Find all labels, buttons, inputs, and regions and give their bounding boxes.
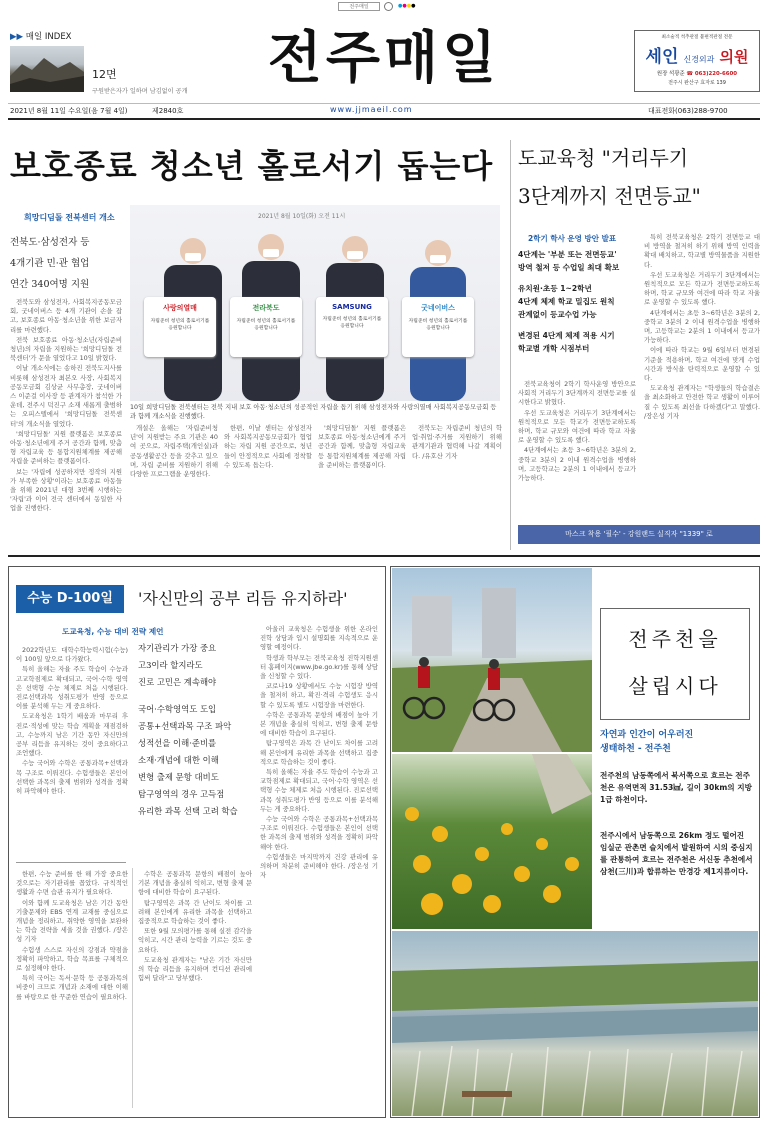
edu-paragraph: 특히 올해는 자율 주도 학습이 수능과 고교학점제로 확대되고, 국어·수학 영역은 선택형 수능 체제로 처음 시행된다. 진로선택과목 성취도평가 반영 등으로 이를 분석해 두는 게 중요하다. <box>16 665 128 711</box>
side-subhead: 유치원·초등 1~2학년 <box>518 284 592 293</box>
sign-text: 자립준비 청년의 홀로서기를 응원합니다 <box>150 319 210 331</box>
edu-paragraph: 수학은 공통과목 문항의 배점이 높아 기본 개념을 충실히 익히고, 변형 출제 문항에 대비한 학습이 요구된다. <box>260 710 378 738</box>
side-paragraph: 우선 도교육청은 거리두기 3단계에서는 원칙적으로 모든 학교가 전면등교하도록 하며, 학교 규모와 여건에 따라 학교 자율로 운영할 수 있도록 했다. <box>518 408 636 445</box>
edu-paragraph: 2022학년도 대학수학능력시험(수능)이 100일 앞으로 다가왔다. <box>16 646 128 664</box>
sign-board <box>402 297 474 357</box>
edu-subhead: 자기관리가 가장 중요 <box>138 643 217 653</box>
top-strip-label: 전주매일 <box>338 2 380 11</box>
lead-kicker: 희망디딤돌 전북센터 개소 <box>24 213 115 222</box>
river-photo[interactable] <box>392 931 758 1116</box>
edu-subhead: 공통+선택과목 구조 파악 <box>138 721 232 731</box>
issue-number: 제2840호 <box>152 107 184 115</box>
edu-paragraph: 코로나19 상황에서도 수능 시험장 방역을 철저히 하고, 확진·격리 수험생도 응시할 수 있도록 별도 시험장을 마련한다. <box>260 682 378 709</box>
ad-brand-sub: 신경외과 <box>683 55 715 64</box>
lead-body-col1 <box>10 298 122 548</box>
hospital-ad[interactable] <box>634 30 760 92</box>
issue-date: 2021년 8월 11일 수요일(음 7월 4일) <box>10 107 128 115</box>
side-paragraph: 4단계에서는 초등 3~6학년은 3분의 2, 중학교 3분의 2 이내 원격수업을 병행하며, 고등학교는 2분의 1 이내에서 등교가 가능하다. <box>518 446 636 483</box>
lead-photo[interactable] <box>130 205 500 401</box>
side-paragraph: 우선 도교육청은 거리두기 3단계에서는 원칙적으로 모든 학교가 전면등교하도록 하며, 학교 규모와 여건에 따라 학교 자율로 운영할 수 있도록 했다. <box>644 270 760 307</box>
edu-subhead: 소재·개념에 대한 이해 <box>138 755 219 765</box>
top-strip <box>0 0 768 14</box>
lead-headline[interactable]: 보호종료 청소년 홀로서기 돕는다 <box>10 147 494 185</box>
side-body-col1 <box>518 380 636 522</box>
lead-paragraph: 전북 보호종료 아동·청소년(자립준비 청년)의 자립을 지원하는 '희망디딤돌 전북센터'가 문을 열었다고 10일 밝혔다. <box>10 335 122 363</box>
side-subheads <box>518 248 638 355</box>
lead-subhead: 연간 340여명 지원 <box>10 279 90 290</box>
edu-paragraph: 수능 국어와 수학은 공통과목+선택과목 구조로 이뤄진다. 수험생들은 본인이 선택한 과목의 출제 범위와 성격을 정확히 파악해야 한다. <box>16 759 128 796</box>
sign-text: 자립준비 청년의 홀로서기를 응원합니다 <box>322 317 382 329</box>
registration-mark-icon <box>384 2 393 11</box>
sign-board <box>316 297 388 357</box>
cosmos-flowers-image <box>392 754 592 929</box>
main-phone: 대표전화(063)288-9700 <box>648 107 728 115</box>
edu-paragraph: 수험생들은 마지막까지 건강 관리에 유의하며 차분히 준비해야 한다. /장은성 기자 <box>260 852 378 880</box>
side-paragraph: 4단계에서는 초등 3~6학년은 3분의 2, 중학교 3분의 2 이내 원격수업을 병행하며, 고등학교는 2분의 1 이내에서 등교가 가능하다. <box>644 308 760 345</box>
side-paragraph: 전북교육청이 2학기 학사운영 방안으로 사회적 거리두기 3단계까지 전면등교를 실시한다고 밝혔다. <box>518 380 636 407</box>
edu-headline[interactable]: '자신만의 공부 리듬 유지하라' <box>138 589 348 608</box>
edu-paragraph: 이와 함께 도교육청은 남은 기간 동안 기출문제와 EBS 연계 교재를 중심으로 개념을 정리하고, 취약한 영역을 보완하는 학습 전략을 세울 것을 권했다. /장은성 기자 <box>16 898 128 944</box>
edu-subhead: 고3이라 할지라도 <box>138 660 203 670</box>
ad-doctor-row <box>635 69 759 77</box>
edu-body-col1b <box>16 870 128 1108</box>
ad-brand-sub2: 의원 <box>719 48 749 66</box>
edu-paragraph: 학생과 학부모는 전북교육청 진학지원센터 홈페이지(www.jbe.go.kr)를 통해 상담을 신청할 수 있다. <box>260 653 378 681</box>
campaign-kicker <box>600 728 758 756</box>
edu-paragraph: 수학은 공통과목 문항의 배점이 높아 기본 개념을 충실히 익히고, 변형 출제 문항에 대비한 학습이 요구된다. <box>138 870 252 897</box>
lead-paragraph: 보는 '자립에 성공하지만 정작의 지원가 부족한 상황'이라는 보호종료 아동들을 위해 2021년 대형 3번째 시행하는 '자립'과 이어 전국 센터에서 동일한 사업을 진행한다. <box>10 467 122 513</box>
edu-body-col1 <box>16 646 128 858</box>
side-subhead: 변경된 4단계 체제 적용 시기 <box>518 331 615 340</box>
campaign-para1: 전주천의 남동쪽에서 북서쪽으로 흐르는 전주천은 유역면적 31.53㎢, 길이 30km의 지방 1급 하천이다. <box>600 771 752 804</box>
side-paragraph: 이에 따라 학교는 9월 6일부터 변경된 기준을 적용하며, 학교 여건에 맞게 수업 시간과 방식을 탄력적으로 운영할 수 있다. <box>644 346 760 383</box>
edu-divider <box>132 868 133 1108</box>
edu-paragraph: 도교육청은 1학기 배움과 마무리 후 진로·적성에 맞는 학습 계획을 재점검하고, 수능까지 남은 기간 동안 자신만의 공부 리듬을 유지하는 것이 중요하다고 조언했다. <box>16 712 128 758</box>
edu-subhead: 변형 출제 문항 대비도 <box>138 772 219 782</box>
riverside-image <box>392 931 758 1116</box>
sign-board <box>230 297 302 357</box>
side-subhead: 4단계는 '부분 또는 전면등교' <box>518 250 617 259</box>
flower-photo[interactable] <box>392 754 592 929</box>
color-bar-icon: ●●●● <box>398 3 416 9</box>
campaign-kicker-line1: 자연과 인간이 어우러진 <box>600 730 694 740</box>
ad-brand: 세인 <box>645 47 679 67</box>
slogan: 구원받은자가 일하며 남김없이 공개 <box>92 88 188 95</box>
lead-subhead: 전북도·삼성전자 등 <box>10 237 90 248</box>
sign-text: 자립준비 청년의 홀로서기를 응원합니다 <box>408 319 468 331</box>
edu-paragraph: 한편, 수능 준비를 한 해 가장 중요한 것으로는 자기관리를 꼽았다. 규칙적인 생활과 수면 습관 유지가 필요하다. <box>16 870 128 897</box>
sign-title: 전라북도 <box>252 304 280 312</box>
edu-subhead: 진로 고민은 계속해야 <box>138 677 217 687</box>
edu-kicker: 도교육청, 수능 대비 전략 제언 <box>62 627 164 636</box>
lead-subhead: 4개기관 민·관 협업 <box>10 258 90 269</box>
edu-paragraph: 아울러 교육청은 수험생을 위한 온라인 진학 상담과 입시 설명회를 지속적으로 운영할 예정이다. <box>260 625 378 652</box>
ad-doctor: 원장 석광준 <box>656 71 685 77</box>
triangle-icon: ▶▶ <box>10 32 24 42</box>
side-subhead: 관계없이 등교수업 가능 <box>518 310 597 319</box>
lead-subheads <box>10 232 122 295</box>
sign-title: SAMSUNG <box>332 303 372 311</box>
edu-paragraph: 또한 9월 모의평가를 통해 실전 감각을 익히고, 시간 관리 능력을 기르는 것도 중요하다. <box>138 927 252 954</box>
cyclists-image <box>392 568 592 752</box>
edu-subhead: 유리한 과목 선택 고려 학습 <box>138 806 238 816</box>
side-banner[interactable]: 마스크 착용 '필수' - 강원랜드 실직자 "1339" 로 <box>518 525 760 544</box>
photo-banner-text: 2021년 8월 10일(화) 오전 11시 <box>258 213 346 220</box>
masthead-rule-top <box>8 103 760 104</box>
campaign-title-line1: 전주천을 <box>628 627 722 651</box>
edu-paragraph: 도교육청 관계자는 "남은 기간 자신만의 학습 리듬을 유지하며 컨디션 관리에 힘써 달라"고 당부했다. <box>138 955 252 983</box>
side-paragraph: 특히 전북교육청은 2학기 전면등교 대비 방역을 철저히 하기 위해 방역 인력을 확대 배치하고, 학교별 방역물품을 지원한다. <box>644 233 760 269</box>
sign-title: 사랑의열매 <box>163 304 197 312</box>
ad-address: 전주시 완산구 효자로 139 <box>668 80 726 86</box>
side-subhead: 4단계 체제 학교 밀집도 원칙 <box>518 297 615 306</box>
lead-body-col4 <box>318 424 406 548</box>
lead-body-col3 <box>224 424 312 548</box>
campaign-para2: 전주시에서 남동쪽으로 26km 정도 떨어진 임실군 관촌면 슬치에서 발원하여 시의 중심지를 관통하여 흐르는 전주천은 서신동 추천에서 삼천(三川)과 합류하는 만경강 제1지류이다. <box>600 831 753 876</box>
lead-paragraph: 한편, 이날 센터는 삼성전자와 사회복지공동모금회가 협업하는 자립 지원 공간으로, 청년들이 안정적으로 사회에 정착할 수 있도록 돕는다. <box>224 424 312 469</box>
side-headline-line1[interactable]: 도교육청 "거리두기 <box>518 146 689 170</box>
lead-paragraph: 개설은 올해는 '자립준비청년'이 지원받는 주요 기관은 40여 곳으로, 자립주택(개인실)과 공동생활공간 등을 갖추고 있으며, 자립 준비를 지원하기 위해 다양한 프로그램을 운영한다. <box>130 424 218 479</box>
index-thumbnail[interactable] <box>10 46 84 92</box>
campaign-title-line2: 살립시다 <box>628 674 722 698</box>
edu-paragraph: 탐구영역은 과목 간 난이도 차이를 고려해 본인에게 유리한 과목을 선택하고 집중적으로 학습하는 것이 좋다. <box>138 898 252 926</box>
ad-phone: 063)220-6600 <box>694 71 738 77</box>
side-subhead: 학교별 개학 시점부터 <box>518 344 590 353</box>
sign-text: 자립준비 청년의 홀로서기를 응원합니다 <box>236 319 296 331</box>
dday-badge[interactable]: 수능 D-100일 <box>16 585 124 613</box>
mountain-image <box>10 46 84 92</box>
cycling-photo[interactable] <box>392 568 592 752</box>
masthead-rule-bottom <box>8 118 760 120</box>
edu-subheads <box>138 640 256 820</box>
lead-body-col5 <box>412 424 502 548</box>
side-headline-line2[interactable]: 3단계까지 전면등교" <box>518 184 701 208</box>
phone-icon: ☎ <box>686 71 694 77</box>
newspaper-title[interactable]: 전주매일 <box>267 26 501 91</box>
lead-paragraph: 이날 개소식에는 송하진 전북도지사를 비롯해 삼성전자 최본오 사장, 사회복지공동모금회 김상균 사무총장, 굿네이버스 이준걸 이사장 등 관계자가 참석한 가운데, 전주시 덕진구 소재 새롭게 출범하는 오피스텔에서 '희망디딤돌 전북센터'의 개소식을 열었다. <box>10 364 122 428</box>
edu-paragraph: 수능 국어와 수학은 공통과목+선택과목 구조로 이뤄진다. 수험생들은 본인이 선택한 과목의 출제 범위와 성격을 정확히 파악해야 한다. <box>260 815 378 851</box>
edu-paragraph: 특히 올해는 자율 주도 학습이 수능과 고교학점제로 확대되고, 국어·수학 영역은 선택형 수능 체제로 처음 시행된다. 진로선택과목 성취도평가 반영 등으로 이를 분석해 두는 게 중요하다. <box>260 768 378 813</box>
campaign-title-box <box>600 608 750 720</box>
side-kicker: 2학기 학사 운영 방안 발표 <box>528 234 617 243</box>
lead-photo-caption: 10일 희망디딤돌 전북센터는 전북 지내 보호 아동·청소년의 성공적인 자립을 돕기 위해 삼성전자와 사랑의열매 사회복지공동모금회 등과 함께 개소식을 진행했다. <box>130 404 497 420</box>
index-label: ▶▶ 매일 INDEX <box>10 32 72 42</box>
lead-paragraph: 전북도와 삼성전자, 사회복지공동모금회, 굿네이버스 등 4개 기관이 손을 잡고, 보호종료 아동·청소년을 위한 보금자리를 마련했다. <box>10 298 122 334</box>
edu-paragraph: 탐구영역은 과목 간 난이도 차이를 고려해 본인에게 유리한 과목을 선택하고 집중적으로 학습하는 것이 좋다. <box>260 739 378 766</box>
side-paragraph: 도교육청 관계자는 "학생들의 학습결손을 최소화하고 안전한 학교 생활이 이루어질 수 있도록 최선을 다하겠다"고 말했다. /장은성 기자 <box>644 384 760 420</box>
website-url[interactable]: www.jjmaeil.com <box>330 105 413 114</box>
sign-board <box>144 297 216 357</box>
edu-paragraph: 수험생 스스로 자신의 강점과 약점을 정확히 파악하고, 학습 목표를 구체적으로 설정해야 한다. <box>16 945 128 973</box>
lead-paragraph: 전북도는 자립준비 청년의 학업·취업·주거를 지원하기 위해 관계기관과 협력해 나갈 계획이다. /유호산 기자 <box>412 424 502 460</box>
ad-brand-row <box>635 42 759 67</box>
edu-subhead: 성적선을 이해·준비를 <box>138 738 217 748</box>
campaign-kicker-line2: 생태하천 - 전주천 <box>600 744 671 754</box>
lead-paragraph: '희망디딤돌' 지원 플랫폼은 보호종료 아동·청소년에게 주거 공간과 함께, 맞춤형 자립교육 등 통합지원체계를 제공해 자립을 준비하는 플랫폼이다. <box>10 429 122 466</box>
column-divider <box>510 140 511 550</box>
side-subhead: 방역 철저 등 수업일 최대 확보 <box>518 263 620 272</box>
side-body-col2 <box>644 233 760 523</box>
edu-subhead: 탐구영역의 경우 고득점 <box>138 789 225 799</box>
section-rule <box>8 555 760 557</box>
edu-body-col2 <box>138 870 252 1108</box>
edu-body-col3 <box>260 625 378 1108</box>
edu-subhead: 국어·수학영역도 도입 <box>138 704 217 714</box>
sign-title: 굿네이버스 <box>421 304 455 312</box>
page-count: 12면 <box>92 68 117 81</box>
edu-separator <box>16 862 126 863</box>
ad-tagline: 최소술적 척추관절 불편적관절 전문 <box>661 35 733 40</box>
lead-body-col2 <box>130 424 218 548</box>
lead-paragraph: '희망디딤돌' 지원 플랫폼은 보호종료 아동·청소년에게 주거 공간과 함께, 맞춤형 자립교육 등 통합지원체계를 제공해 자립을 준비하는 플랫폼이다. <box>318 424 406 469</box>
edu-paragraph: 특히 국어는 독서·문학 등 공통과목의 비중이 크므로 개념과 소재에 대한 이해를 바탕으로 한 꾸준한 연습이 필요하다. <box>16 974 128 1001</box>
